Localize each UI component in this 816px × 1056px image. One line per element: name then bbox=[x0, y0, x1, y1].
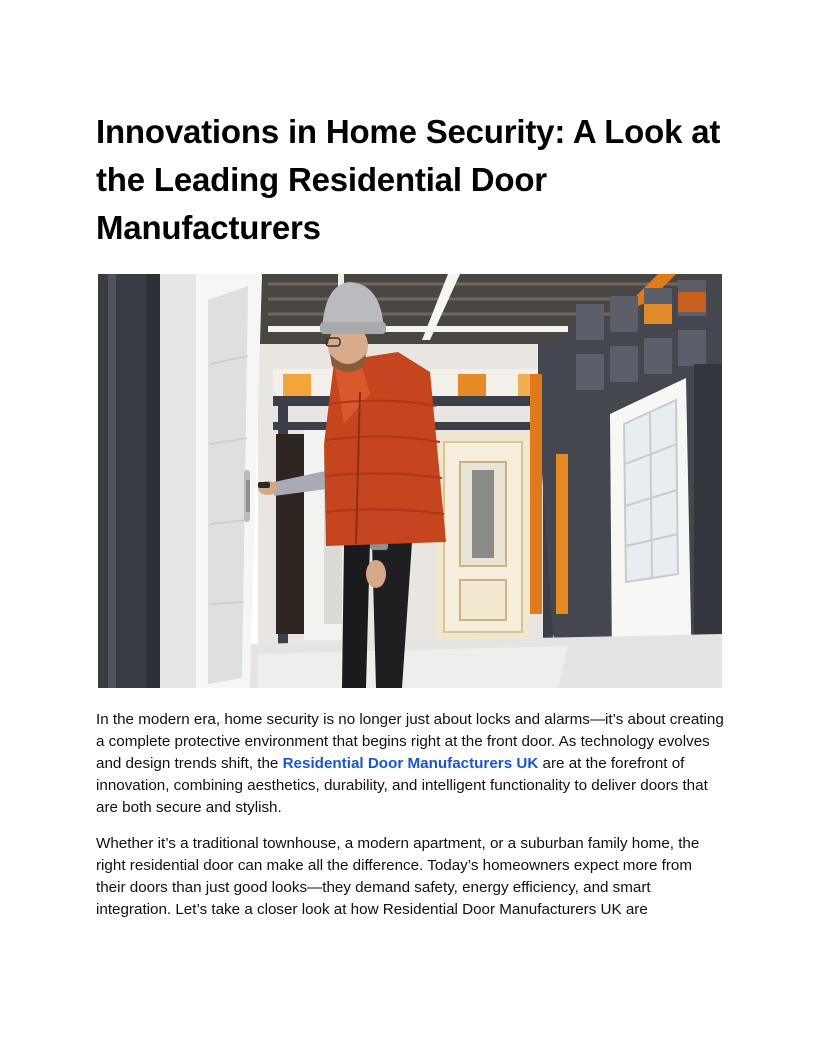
hero-image bbox=[98, 274, 722, 688]
article bbox=[96, 108, 724, 252]
paragraph-intro-after: are at the forefront of innovation, combining aesthetics, durability, and intelligent functionality to deliver doors that are both secure and stylish. bbox=[96, 755, 708, 816]
paragraph-second: Whether it’s a traditional townhouse, a modern apartment, or a suburban family home, the right residential door can make all the difference. Today’s homeowners expect more from their doors than just good looks—they demand safety, energy efficiency, and smart integration. Let’s take a closer look at how Residential Door Manufacturers UK are bbox=[96, 835, 700, 918]
residential-door-manufacturers-link[interactable]: Residential Door Manufacturers UK bbox=[282, 755, 539, 772]
article-body bbox=[96, 709, 724, 935]
article-title: Innovations in Home Security: A Look at the Leading Residential Door Manufacturers bbox=[96, 113, 721, 246]
paragraph-intro bbox=[96, 709, 724, 819]
paragraph-intro-before: In the modern era, home security is no longer just about locks and alarms—it’s about creating a complete protective environment that begins right at the front door. As technology evolves and design trends shift, the bbox=[96, 711, 724, 772]
